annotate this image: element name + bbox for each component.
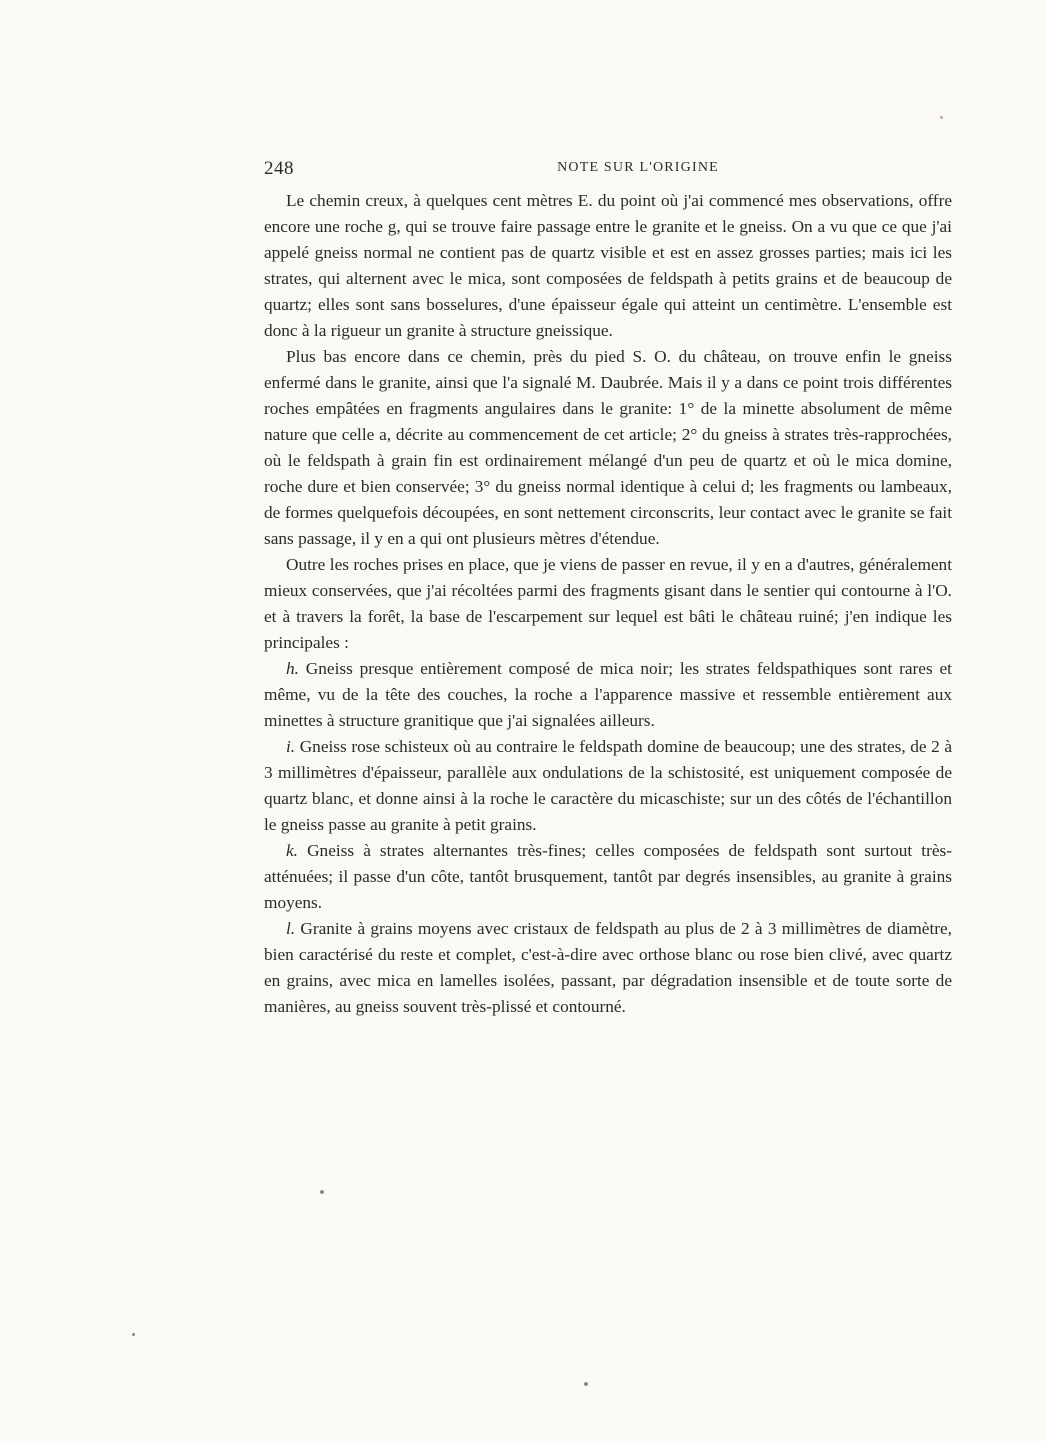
paper-speck xyxy=(132,1333,135,1336)
page-header xyxy=(264,158,952,182)
page-number: 248 xyxy=(264,158,294,179)
list-item-i: i. Gneiss rose schisteux où au contraire le feldspath domine de beaucoup; une des strates, de 2 à 3 millimètres d'épaisseur, parallèle aux ondulations de la schistosité, est uniquement composée de quartz blanc, et donne ainsi à la roche le caractère du micaschiste; sur un des côtés de l'échantillon le gneiss passe au granite à petit grains. xyxy=(264,737,952,834)
item-label: k. xyxy=(286,841,298,860)
list-item-k: k. Gneiss à strates alternantes très-fines; celles composées de feldspath sont surtout très-atténuées; il passe d'un côte, tantôt brusquement, tantôt par degrés insensibles, au granite à grains moyens. xyxy=(264,841,952,912)
paragraph: Le chemin creux, à quelques cent mètres E. du point où j'ai commencé mes observations, offre encore une roche g, qui se trouve faire passage entre le granite et le gneiss. On a vu que ce que j'ai appelé gneiss normal ne contient pas de quartz visible et est en assez grosses parties; mais ici les strates, qui alternent avec le mica, sont composées de feldspath à petits grains et de beaucoup de quartz; elles sont sans bosselures, d'une épaisseur égale qui atteint un centimètre. L'ensemble est donc à la rigueur un granite à structure gneissique. xyxy=(264,191,952,340)
paper-speck xyxy=(940,116,943,119)
item-label: i. xyxy=(286,737,296,756)
paper-speck xyxy=(584,1382,588,1386)
item-label: l. xyxy=(286,919,296,938)
paragraph: Plus bas encore dans ce chemin, près du pied S. O. du château, on trouve enfin le gneiss enfermé dans le granite, ainsi que l'a signalé M. Daubrée. Mais il y a dans ce point trois différentes roches empâtées en fragments angulaires dans le granite: 1° de la minette absolument de même nature que celle a, décrite au commencement de cet article; 2° du gneiss à strates très-rapprochées, où le feldspath à grain fin est ordinairement mélangé d'un peu de quartz et où le mica domine, roche dure et bien conservée; 3° du gneiss normal identique à celui d; les fragments ou lambeaux, de formes quelquefois découpées, en sont nettement circonscrits, leur contact avec le granite se fait sans passage, il y en a qui ont plusieurs mètres d'étendue. xyxy=(264,347,952,548)
document-page xyxy=(264,158,952,1020)
paper-speck xyxy=(320,1190,324,1194)
body-text xyxy=(264,188,952,1020)
item-label: h. xyxy=(286,659,299,678)
paragraph: Outre les roches prises en place, que je viens de passer en revue, il y en a d'autres, généralement mieux conservées, que j'ai récoltées parmi des fragments gisant dans le sentier qui contourne à l'O. et à travers la forêt, la base de l'escarpement sur lequel est bâti le château ruiné; j'en indique les principales : xyxy=(264,555,952,652)
running-title: NOTE SUR L'ORIGINE xyxy=(557,160,719,175)
list-item-h: h. Gneiss presque entièrement composé de mica noir; les strates feldspathiques sont rares et même, vu de la tête des couches, la roche a l'apparence massive et ressemble entièrement aux minettes à structure granitique que j'ai signalées ailleurs. xyxy=(264,659,952,730)
list-item-l: l. Granite à grains moyens avec cristaux de feldspath au plus de 2 à 3 millimètres de diamètre, bien caractérisé du reste et complet, c'est-à-dire avec orthose blanc ou rose bien clivé, avec quartz en grains, avec mica en lamelles isolées, passant, par dégradation insensible et de toute sorte de manières, au gneiss souvent très-plissé et contourné. xyxy=(264,919,952,1016)
